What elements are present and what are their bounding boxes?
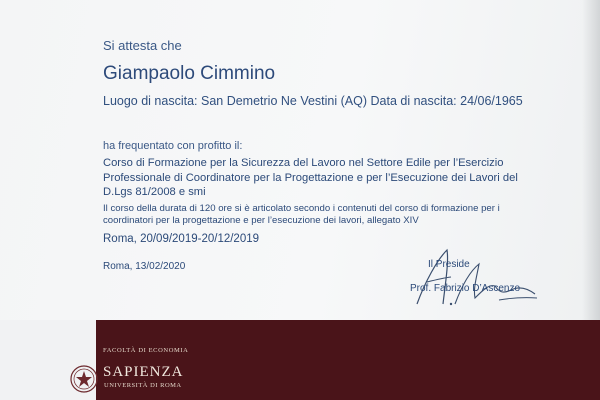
- course-line: Corso di Formazione per la Sicurezza del Lavoro nel Settore Edile per l’Esercizio: [103, 157, 504, 169]
- university-logo-subtitle: UNIVERSITÀ DI ROMA: [104, 382, 182, 389]
- university-seal-icon: [70, 365, 98, 393]
- recipient-name: Giampaolo Cimmino: [103, 63, 276, 84]
- attended-statement: ha frequentato con profitto il:: [103, 140, 243, 152]
- birth-details: Luogo di nascita: San Demetrio Ne Vestini (AQ) Data di nascita: 24/06/1965: [103, 94, 523, 108]
- signatory-role: Il Preside: [428, 259, 470, 270]
- course-line: Professionale di Coordinatore per la Progettazione e per l’Esecuzione dei Lavori del: [103, 171, 518, 184]
- course-line: D.Lgs 81/2008 e smi: [103, 186, 206, 198]
- note-line: coordinatori per la progettazione e per l’esecuzione dei lavori, allegato XIV: [103, 215, 419, 226]
- university-logo-name: SAPIENZA: [103, 364, 184, 380]
- handwritten-signature: [403, 242, 543, 312]
- certificate-heading: Si attesta che: [103, 38, 182, 53]
- course-description: [103, 156, 543, 200]
- issue-place-date: Roma, 13/02/2020: [103, 261, 186, 272]
- note-line: Il corso della durata di 120 ore si è articolato secondo i contenuti del corso di formazione per i: [103, 203, 500, 214]
- faculty-name: FACOLTÀ DI ECONOMIA: [103, 347, 189, 354]
- course-period: Roma, 20/09/2019-20/12/2019: [103, 233, 260, 245]
- course-note: [103, 203, 500, 227]
- signatory-name: Prof. Fabrizio D’Ascenzo: [410, 283, 521, 294]
